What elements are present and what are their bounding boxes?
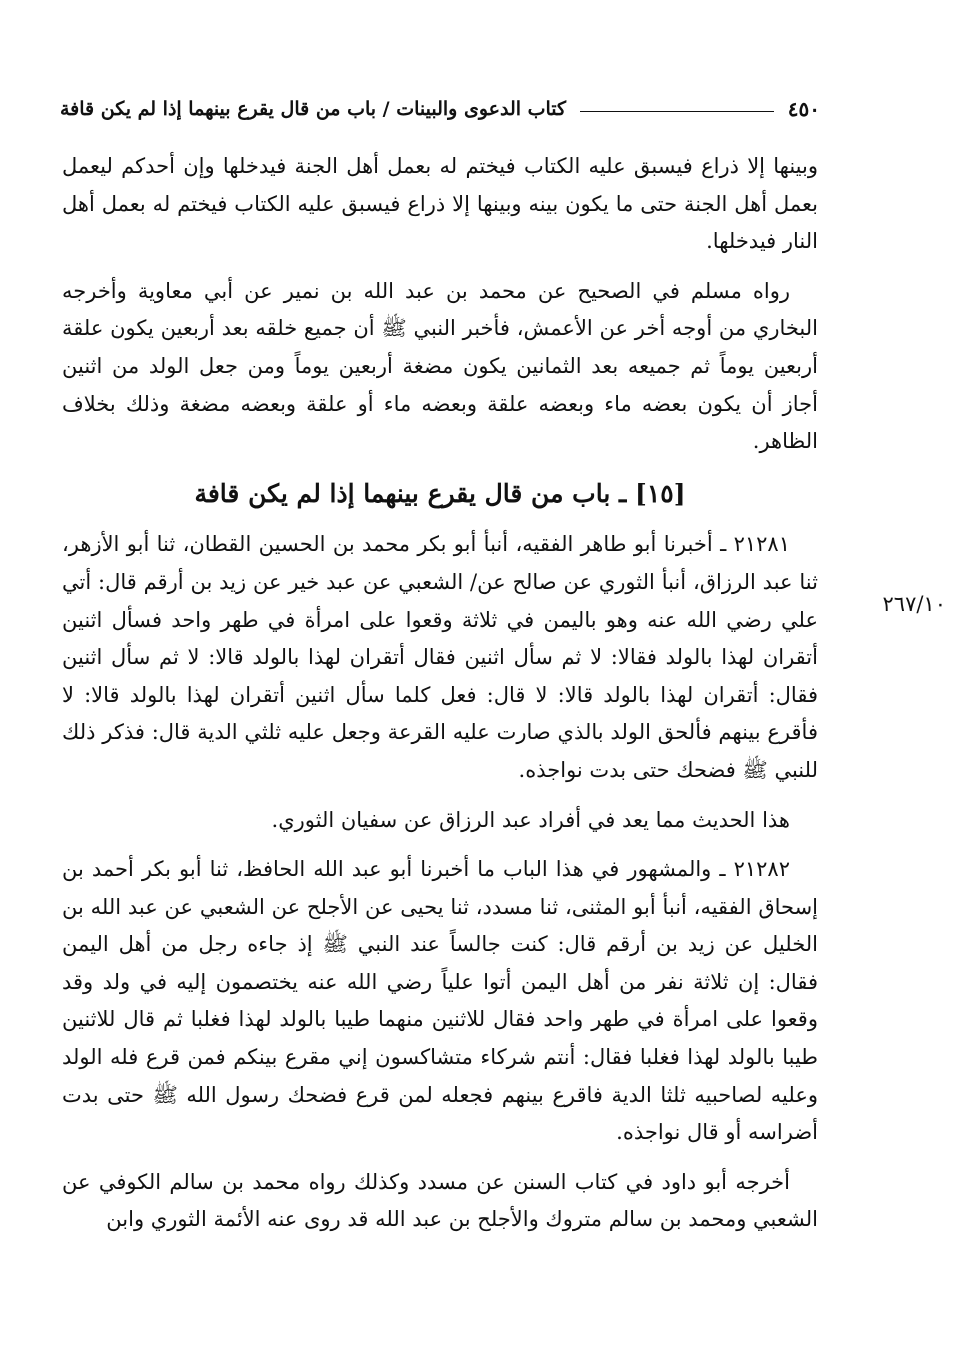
hadith-21281: ٢١٢٨١ ـ أخبرنا أبو طاهر الفقيه، أنبأ أبو بكر محمد بن الحسين القطان، ثنا أبو الأزهر، ثنا عبد الرزاق، أنبأ الثوري عن صالح عن/ الشعبي عن عبد خير عن زيد بن أرقم قال: أتي علي رضي الله عنه وهو باليمن في ثلاثة وقعوا على امرأة في طهر واحد فسأل اثنين أتقران لهذا بالولد فقالا: لا ثم سأل اثنين فقال أتقران لهذا بالولد قالا: لا ثم سأل اثنين فقال: أتقران لهذا بالولد قالا: لا قال: فعل كلما سأل اثنين أتقران لهذا بالولد قالا: لا فأقرع بينهم فألحق الولد بالذي صارت عليه القرعة وجعل عليه ثلثي الدية قال: فذكر ذلك للنبي ﷺ فضحك حتى بدت نواجذه. (62, 532, 818, 782)
running-header (60, 92, 820, 126)
page-body (62, 148, 818, 1239)
section-heading: [١٥] ـ باب من قال يقرع بينهما إذا لم يكن قافة (194, 478, 686, 508)
paragraph-commentary: رواه مسلم في الصحيح عن محمد بن عبد الله بن نمير عن أبي معاوية وأخرجه البخاري من أوجه أخر عن الأعمش، فأخبر النبي ﷺ أن جميع خلقه بعد أربعين يكون علقة أربعين يوماً ثم جميعه بعد الثمانين يكون مضغة أربعين يوماً ومن جعل الولد من اثنين أجاز أن يكون بعضه ماء وبعضه علقة وبعضه ماء أو علقة وبعضه مضغة وذلك بخلاف الظاهر. (62, 278, 818, 454)
page-number: ٤٥٠ (787, 97, 820, 121)
spacer (62, 839, 818, 851)
margin-reference: ٢٦٧/١٠ (882, 592, 946, 616)
running-title: كتاب الدعوى والبينات / باب من قال يقرع بينهما إذا لم يكن قافة (60, 98, 567, 120)
paragraph-continuation: وبينها إلا ذراع فيسبق عليه الكتاب فيختم له بعمل أهل الجنة فيدخلها وإن أحدكم ليعمل بعمل أهل الجنة حتى ما يكون بينه وبينها إلا ذراع فيسبق عليه الكتاب فيختم له بعمل أهل النار فيدخلها. (62, 154, 818, 254)
hadith-21282: ٢١٢٨٢ ـ والمشهور في هذا الباب ما أخبرنا أبو عبد الله الحافظ، ثنا أبو بكر أحمد بن إسحاق الفقيه، أنبأ أبو المثنى، ثنا مسدد، ثنا يحيى عن الأجلح عن الشعبي عن عبد الله بن الخليل عن زيد بن أرقم قال: كنت جالساً عند النبي ﷺ إذ جاءه رجل من أهل اليمن فقال: إن ثلاثة نفر من أهل اليمن أتوا علياً رضي الله عنه يختصمون إليه في ولد وقد وقعوا على امرأة في طهر واحد فقال للاثنين منهما طيبا بالولد لهذا فغلبا ثم قال للاثنين طيبا بالولد لهذا فغلبا فقال: أنتم شركاء متشاكسون إني مقرع بينكم فمن قرع فله الولد وعليه لصاحبيه ثلثا الدية فاقرع بينهم فجعله لمن قرع فضحك رسول الله ﷺ حتى بدت أضراسه أو قال نواجذه. (62, 857, 818, 1145)
header-rule (580, 111, 774, 112)
paragraph-note: هذا الحديث مما يعد في أفراد عبد الرزاق عن سفيان الثوري. (271, 807, 790, 832)
paragraph-takhrij: أخرجه أبو داود في كتاب السنن عن مسدد وكذلك رواه محمد بن سالم الكوفي عن الشعبي ومحمد بن سالم متروك والأجلح بن عبد الله قد روى عنه الأئمة الثوري وابن (62, 1169, 818, 1232)
